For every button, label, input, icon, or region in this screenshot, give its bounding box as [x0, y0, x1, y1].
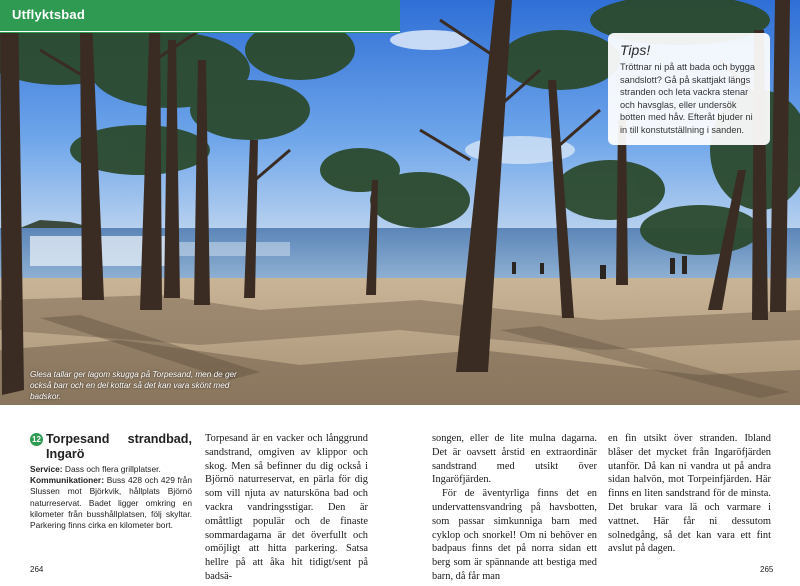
- entry-number-badge: 12: [30, 433, 43, 446]
- body-column-3: [432, 432, 597, 584]
- section-band-stripes: [0, 30, 400, 33]
- transport-text: Buss 428 och 429 från Slussen mot Björkvik, hållplats Björnö naturreservat. Badet ligger omkring en kilometer från busshållplatsen, följ skyltar. Parkering finns cirka en kilometer bort.: [30, 475, 192, 531]
- photo-caption: Glesa tallar ger lagom skugga på Torpesand, men de ger också barr och en del kottar så det kan vara skönt med badskor.: [30, 370, 237, 401]
- page-number-left: 264: [30, 565, 44, 574]
- body-column-4: [608, 432, 771, 556]
- page-number-right: 265: [760, 565, 774, 574]
- body-column-2: [205, 432, 368, 584]
- section-header-band: [0, 0, 400, 33]
- service-text: Dass och flera grillplatser.: [62, 464, 161, 474]
- transport-label: Kommunikationer:: [30, 475, 104, 486]
- body-paragraph: För de äventyrliga finns det en undervattensvandring på havsbotten, som passar simkunniga barn med cyklop och snorkel! Om ni behöver en badpaus finns det på norra sidan ett berg som är spännande att bestiga med barn, då får man: [432, 488, 597, 582]
- tips-text: Tröttnar ni på att bada och bygga sandslott? Gå på skattjakt längs stranden och leta vackra stenar och havsglas, eller undersök botten med håv. Efteråt bjuder ni in till konstutställning i sanden.: [620, 62, 756, 135]
- entry-facts-column: [30, 432, 192, 531]
- entry-facts: [30, 464, 192, 531]
- body-paragraph: Torpesand är en vacker och långgrund sandstrand, omgiven av klippor och skog. Men så befinner du dig också i Björnö naturreservat, en pärla för dig som vill njuta av natursköna bad och vackra vandringsstigar. Den är omåttligt populär och de finaste sommardagarna är det överfullt och omöjligt att hitta parkering. Satsa hellre på att åka hit tidigt/sent på badsä-: [205, 433, 368, 582]
- tips-box: [608, 33, 770, 145]
- entry-title: Torpesand strandbad, Ingarö: [46, 432, 192, 461]
- body-paragraph: songen, eller de lite mulna dagarna. Det är oavsett årstid en extraordinär sandstrand med utsikt över Ingaröfjärden.: [432, 433, 597, 486]
- entry-heading: [30, 432, 192, 461]
- service-label: Service:: [30, 464, 63, 474]
- tips-title: Tips!: [620, 42, 651, 58]
- section-title: Utflyktsbad: [12, 7, 85, 22]
- body-paragraph: en fin utsikt över stranden. Ibland blåser det mycket från Ingaröfjärden utanför. Då kan ni vandra ut på andra sidan halvön, mot Torpeinfjärden. Här finns en liten sandstrand för de minsta. Det brukar vara lä och varmare i vattnet. Här får ni dessutom solnedgång, så det kan vara ett fint avslut på dagen.: [608, 433, 771, 555]
